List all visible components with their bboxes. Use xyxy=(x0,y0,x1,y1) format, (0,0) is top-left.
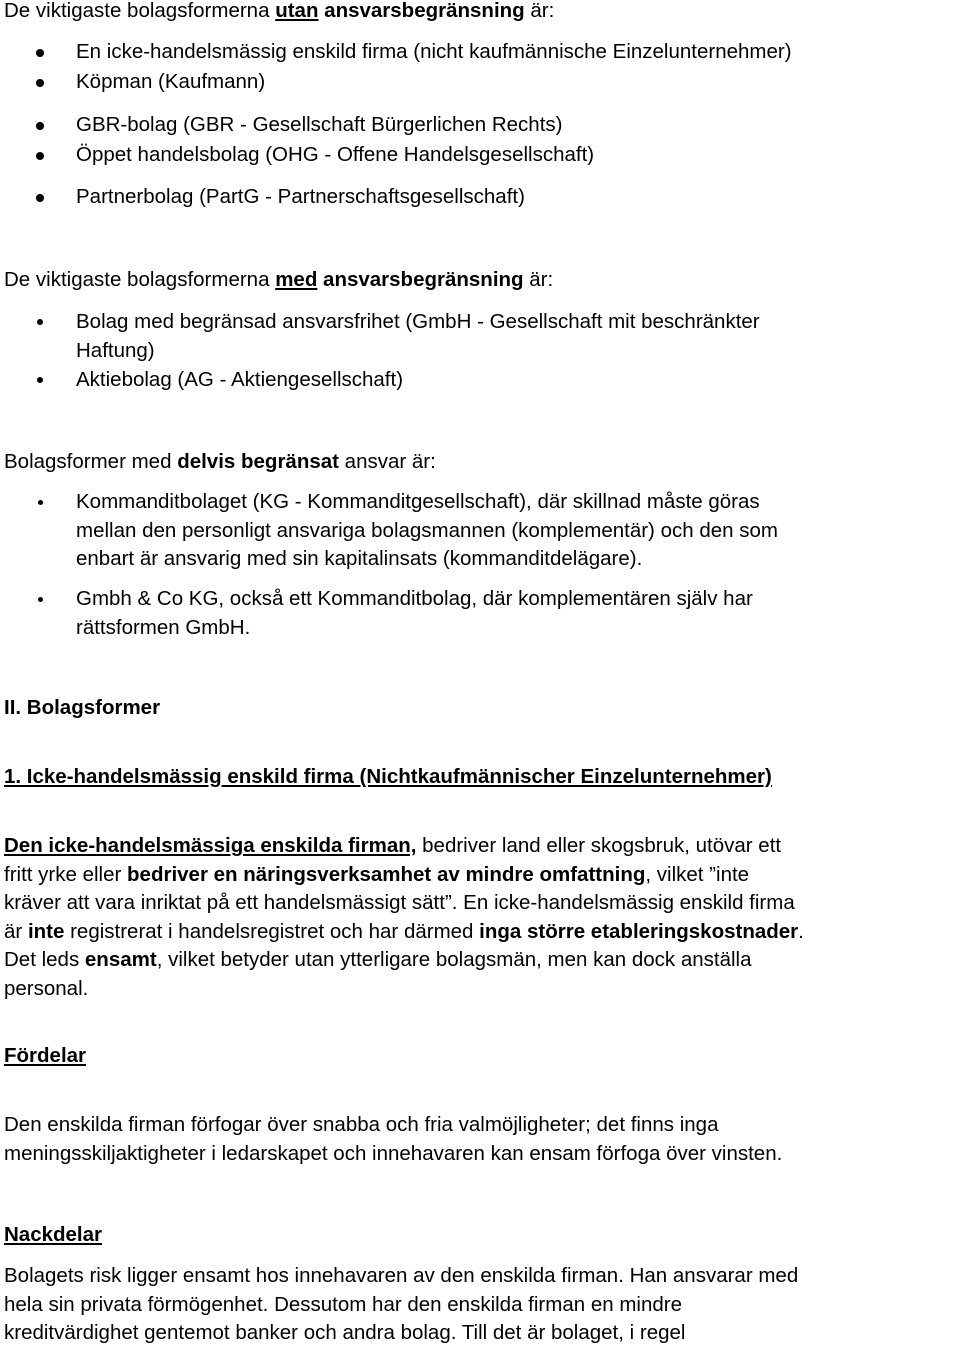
intro-with-liability xyxy=(4,266,553,295)
list-item-text: Gmbh & Co KG, också ett Kommanditbolag, där komplementären själv har xyxy=(76,587,753,610)
intro-text: De viktigaste bolagsformerna xyxy=(4,0,276,22)
text: , vilket ”inte xyxy=(645,862,750,886)
bullet-icon xyxy=(36,194,44,202)
list-item-text: Partnerbolag (PartG - Partnerschaftsgesellschaft) xyxy=(76,185,525,208)
intro-text: Bolagsformer med xyxy=(4,450,178,473)
bullet-icon xyxy=(36,152,44,160)
list-item-text: Bolag med begränsad ansvarsfrihet (GmbH - Gesellschaft mit beschränkter xyxy=(76,310,760,333)
list-item xyxy=(0,141,594,170)
intro-partial-liability xyxy=(4,448,436,477)
bullet-icon xyxy=(38,597,43,602)
list-item-text: GBR-bolag (GBR - Gesellschaft Bürgerlichen Rechts) xyxy=(76,113,563,136)
list-item xyxy=(0,366,403,395)
intro-keyword: med xyxy=(275,268,318,291)
list-item-text: Öppet handelsbolag (OHG - Offene Handelsgesellschaft) xyxy=(76,143,595,166)
bold-text: Den icke-handelsmässiga enskilda firman, xyxy=(4,834,417,857)
heading-text: Fördelar xyxy=(4,1044,87,1067)
list-item-text: enbart är ansvarig med sin kapitalinsats (kommanditdelägare). xyxy=(76,547,643,570)
nackdelar-paragraph xyxy=(4,1262,798,1348)
list-item-text: Köpman (Kaufmann) xyxy=(76,70,266,93)
list-item-text: rättsformen GmbH. xyxy=(76,615,251,639)
subsection-heading xyxy=(4,763,772,792)
list-item-text: En icke-handelsmässig enskild firma (nicht kaufmännische Einzelunternehmer) xyxy=(76,40,792,63)
list-item xyxy=(0,488,778,574)
text: är xyxy=(4,919,28,943)
list-item xyxy=(0,38,792,67)
paragraph-line xyxy=(4,918,804,947)
section-heading-text: II. Bolagsformer xyxy=(4,696,161,719)
list-item xyxy=(0,68,265,97)
intro-text: är: xyxy=(523,268,554,291)
text: Det leds xyxy=(4,948,85,971)
subsection-heading-text: 1. Icke-handelsmässig enskild firma (Nichtkaufmännischer Einzelunternehmer) xyxy=(4,765,772,788)
paragraph-line xyxy=(4,861,804,890)
paragraph-line xyxy=(4,946,804,975)
bold-text: bedriver en näringsverksamhet av mindre omfattning xyxy=(127,862,646,886)
nackdelar-heading xyxy=(4,1221,102,1250)
fordelar-heading xyxy=(4,1042,86,1071)
bold-text: ensamt xyxy=(84,948,157,971)
section-heading xyxy=(4,694,160,723)
paragraph-line: meningsskiljaktigheter i ledarskapet och innehavaren kan ensam förfoga över vinsten. xyxy=(4,1141,783,1165)
list-item xyxy=(0,111,563,140)
bullet-icon xyxy=(36,49,44,57)
list-item-text: Haftung) xyxy=(76,338,155,362)
body-paragraph xyxy=(4,832,804,1003)
bullet-icon xyxy=(37,377,43,383)
paragraph-line: personal. xyxy=(4,976,89,1000)
paragraph-line xyxy=(4,832,804,861)
list-item-text: Kommanditbolaget (KG - Kommanditgesellschaft), där skillnad måste göras xyxy=(76,490,760,513)
list-item xyxy=(0,585,753,642)
list-item-text: mellan den personligt ansvariga bolagsmannen (komplementär) och den som xyxy=(76,518,778,542)
bold-text: inte xyxy=(27,919,65,943)
paragraph-line: hela sin privata förmögenhet. Dessutom har den enskilda firman en mindre xyxy=(4,1292,682,1316)
text: . xyxy=(798,919,804,943)
bullet-icon xyxy=(36,122,44,130)
bullet-icon xyxy=(37,319,43,325)
paragraph-line: kräver att vara inriktat på ett handelsmässigt sätt”. En icke-handelsmässig enskild firma xyxy=(4,891,795,914)
paragraph-line: Bolagets risk ligger ensamt hos innehavaren av den enskilda firman. Han ansvarar med xyxy=(4,1264,799,1287)
text: , vilket betyder utan ytterligare bolagsmän, men kan dock anställa xyxy=(156,948,752,971)
intro-bold-text: ansvarsbegränsning xyxy=(317,268,524,291)
intro-text: De viktigaste bolagsformerna xyxy=(4,268,276,291)
paragraph-line: Den enskilda firman förfogar över snabba och fria valmöjligheter; det finns inga xyxy=(4,1113,719,1136)
bold-text: inga större etableringskostnader xyxy=(479,919,799,943)
intro-bold-text: ansvarsbegränsning xyxy=(318,0,525,22)
intro-text: ansvar är: xyxy=(338,450,436,473)
list-item-text: Aktiebolag (AG - Aktiengesellschaft) xyxy=(76,368,404,391)
bullet-icon xyxy=(36,79,44,87)
heading-text: Nackdelar xyxy=(4,1223,103,1246)
fordelar-paragraph xyxy=(4,1111,782,1168)
intro-without-liability xyxy=(4,0,554,26)
text: registrerat i handelsregistret och har därmed xyxy=(64,919,480,943)
text: fritt yrke eller xyxy=(4,862,128,886)
intro-text: är: xyxy=(524,0,555,22)
paragraph-line: kreditvärdighet gentemot banker och andra bolag. Till det är bolaget, i regel xyxy=(4,1321,686,1344)
list-item xyxy=(0,308,760,365)
intro-bold-text: delvis begränsat xyxy=(177,450,339,473)
text: bedriver land eller skogsbruk, utövar ett xyxy=(416,834,782,857)
bullet-icon xyxy=(38,500,43,505)
list-item xyxy=(0,183,525,212)
intro-keyword: utan xyxy=(275,0,319,22)
